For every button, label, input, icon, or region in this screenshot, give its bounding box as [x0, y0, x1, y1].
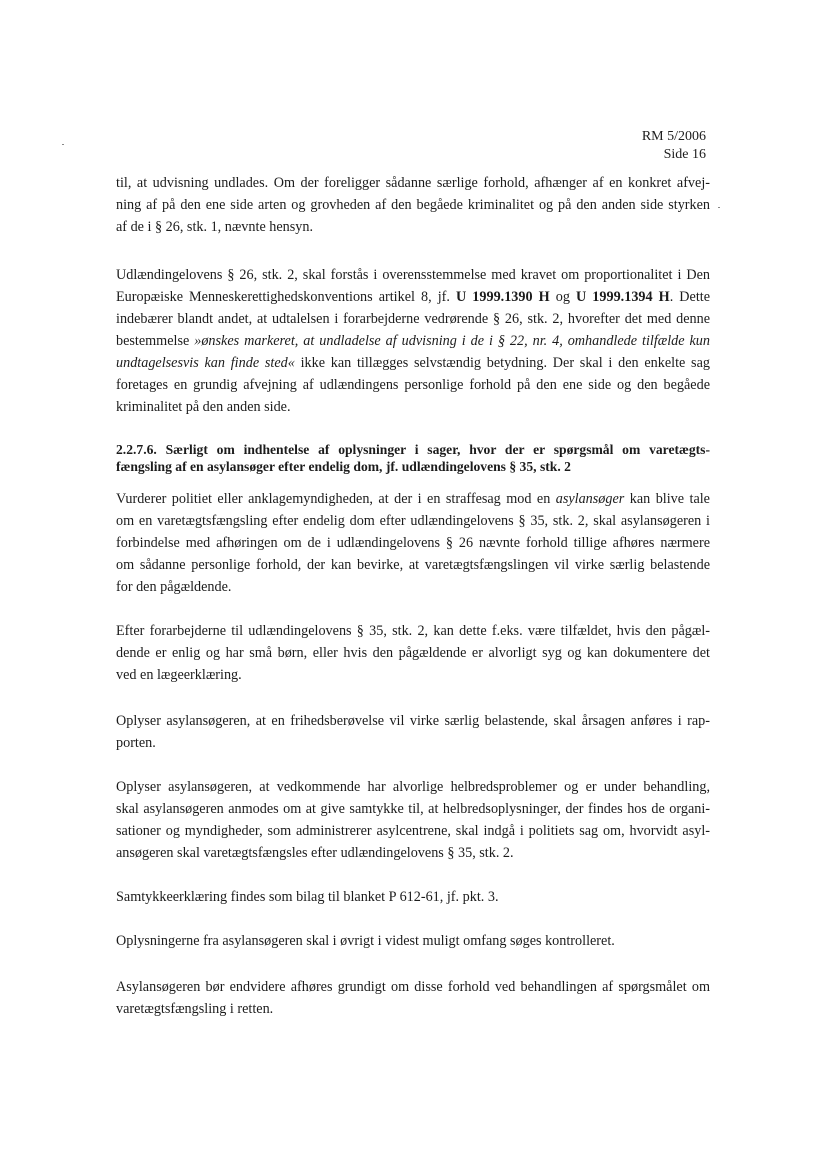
emphasis: asylansøger	[555, 491, 625, 507]
case-reference: U 1999.1390 H	[455, 289, 550, 305]
quotation: undtagelsesvis kan finde sted«	[116, 355, 295, 371]
paragraph	[116, 710, 710, 754]
text-run: kan blive tale	[624, 491, 710, 507]
text-line: Udlændingelovens § 26, stk. 2, skal forstås i overensstemmelse med kravet om proportionalitet i Den	[116, 267, 710, 283]
paragraph	[116, 172, 710, 238]
text-line: Efter forarbejderne til udlændingelovens § 35, stk. 2, kan dette f.eks. være tilfældet, hvis den pågæl-	[116, 623, 710, 639]
text-run: ikke kan tillægges selvstændig betydning. Der skal i den enkelte sag	[294, 355, 710, 371]
section-heading	[116, 441, 710, 475]
paragraph	[116, 264, 710, 418]
text-line: porten.	[116, 735, 156, 751]
paragraph	[116, 976, 710, 1020]
paragraph	[116, 930, 710, 952]
paragraph	[116, 776, 710, 864]
text-run: bestemmelse	[116, 333, 195, 349]
text-line: af de i § 26, stk. 1, nævnte hensyn.	[116, 219, 314, 235]
text-line: Samtykkeerklæring findes som bilag til blanket P 612-61, jf. pkt. 3.	[116, 889, 499, 905]
text-line: skal asylansøgeren anmodes om at give samtykke til, at helbredsoplysninger, der findes hos de organi-	[116, 801, 710, 817]
text-line: om sådanne personlige forhold, der kan bevirke, at varetægtsfængslingen vil virke særlig belastende	[116, 557, 710, 573]
text-run: Europæiske Menneskerettighedskonventions artikel 8, jf.	[116, 289, 456, 305]
text-line	[116, 352, 710, 374]
text-line	[116, 330, 710, 352]
page-header	[642, 128, 706, 164]
paragraph	[116, 488, 710, 598]
text-line: til, at udvisning undlades. Om der foreligger sådanne særlige forhold, afhænger af en konkret afvej-	[116, 175, 710, 191]
text-run: . Dette	[669, 289, 711, 305]
text-line: Asylansøgeren bør endvidere afhøres grundigt om disse forhold ved behandlingen af spørgsmålet om	[116, 979, 710, 995]
heading-line: fængsling af en asylansøger efter endelig dom, jf. udlændingelovens § 35, stk. 2	[116, 459, 571, 474]
quotation: »ønskes markeret, at undladelse af udvisning i de i § 22, nr. 4, omhandlede tilfælde kun	[194, 333, 710, 349]
text-line: foretages en grundig afvejning af udlændingens personlige forhold på den ene side og den begåede	[116, 377, 710, 393]
text-line: ved en lægeerklæring.	[116, 667, 242, 683]
text-line: Oplyser asylansøgeren, at en frihedsberøvelse vil virke særlig belastende, skal årsagen anføres i rap-	[116, 713, 710, 729]
text-line: Oplysningerne fra asylansøgeren skal i øvrigt i videst muligt omfang søges kontrolleret.	[116, 933, 615, 949]
text-line: forbindelse med afhøringen om de i udlændingelovens § 26 nævnte forhold tillige afhøres nærmere	[116, 535, 710, 551]
paragraph	[116, 620, 710, 686]
text-line: ansøgeren skal varetægtsfængsles efter udlændingelovens § 35, stk. 2.	[116, 845, 514, 861]
text-line	[116, 286, 710, 308]
heading-line: 2.2.7.6. Særligt om indhentelse af oplysninger i sager, hvor der er spørgsmål om varetægts-	[116, 442, 710, 457]
scan-speck	[718, 207, 720, 208]
text-line: sationer og myndigheder, som administrerer asylcentrene, skal indgå i politiets sag om, hvorvidt asyl-	[116, 823, 710, 839]
text-line: kriminalitet på den anden side.	[116, 399, 291, 415]
scan-speck	[62, 144, 64, 145]
text-run: og	[549, 289, 576, 305]
text-line: Oplyser asylansøgeren, at vedkommende har alvorlige helbredsproblemer og er under behandling,	[116, 779, 710, 795]
text-line: indebærer blandt andet, at udtalelsen i forarbejderne vedrørende § 26, stk. 2, hvorefter det med denne	[116, 311, 710, 327]
text-run: Vurderer politiet eller anklagemyndigheden, at der i en straffesag mod en	[116, 491, 556, 507]
case-reference: U 1999.1394 H	[576, 289, 670, 305]
paragraph	[116, 886, 710, 908]
text-line: varetægtsfængsling i retten.	[116, 1001, 274, 1017]
text-line	[116, 488, 710, 510]
text-line: ning af på den ene side arten og grovheden af den begåede kriminalitet og på den anden side styrken	[116, 197, 710, 213]
text-line: dende er enlig og har små børn, eller hvis den pågældende er alvorligt syg og kan dokumentere det	[116, 645, 710, 661]
page-number: Side 16	[663, 147, 706, 162]
text-line: om en varetægtsfængsling efter endelig dom efter udlændingelovens § 35, stk. 2, skal asylansøgeren i	[116, 513, 710, 529]
text-line: for den pågældende.	[116, 579, 232, 595]
document-reference: RM 5/2006	[641, 129, 706, 144]
